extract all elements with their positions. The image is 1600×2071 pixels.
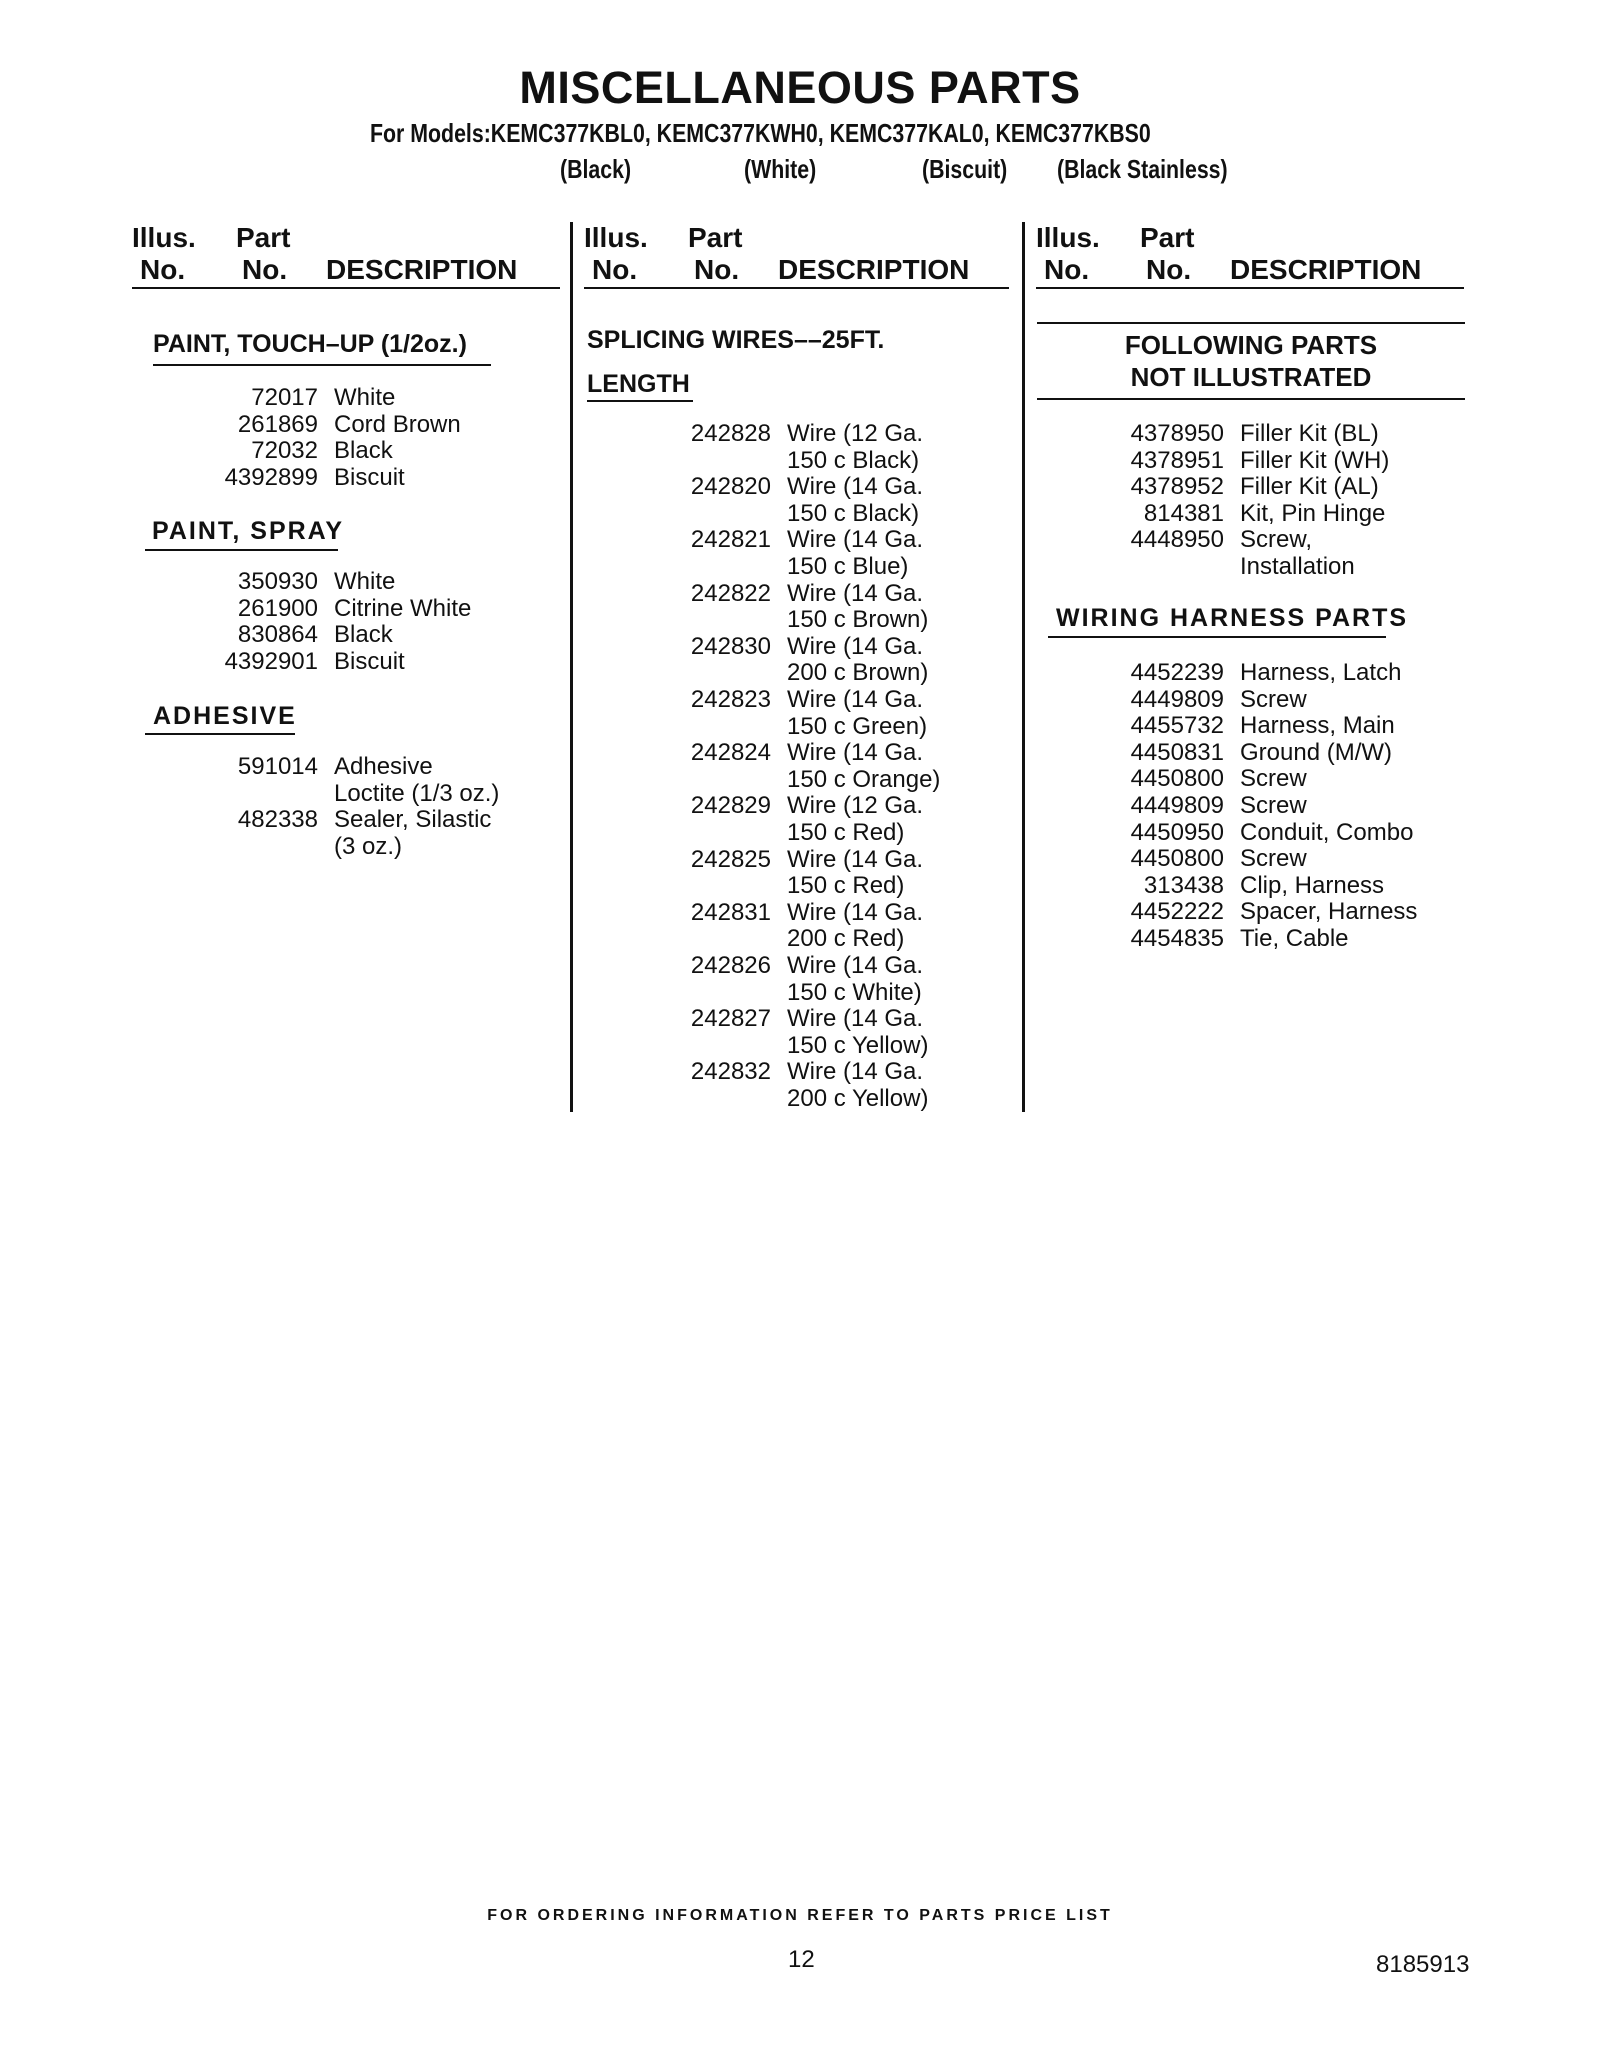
- header-illus: Illus.: [132, 222, 196, 253]
- part-description: 200 c Brown): [787, 659, 929, 687]
- part-number: 4378950: [1130, 420, 1224, 447]
- part-number: 4448950: [1130, 526, 1224, 554]
- list-item: [0, 712, 1600, 739]
- list-item: [0, 580, 1600, 607]
- list-item: [0, 553, 1600, 580]
- part-description: 150 c Brown): [787, 606, 929, 634]
- part-number: 242832: [690, 1058, 771, 1086]
- part-description: Black: [334, 621, 393, 649]
- part-description: Screw,: [1240, 526, 1313, 554]
- part-number: 4450800: [1130, 845, 1224, 873]
- part-number: 242824: [690, 739, 771, 767]
- part-description: Loctite (1/3 oz.): [334, 779, 500, 807]
- section-rule-bottom: [1037, 398, 1465, 400]
- section-heading-adhesive: ADHESIVE: [153, 702, 297, 730]
- color-black-stainless: (Black Stainless): [1057, 154, 1228, 184]
- part-description: 150 c Black): [787, 499, 920, 527]
- part-number: 4450800: [1130, 765, 1224, 793]
- header-part-no: No.: [242, 254, 288, 285]
- list-item: [0, 952, 1600, 979]
- part-description: Wire (14 Ga.: [787, 1058, 924, 1086]
- part-number: 242829: [690, 792, 771, 820]
- list-item: [0, 500, 1600, 527]
- list-item: [0, 739, 1600, 766]
- list-item: [0, 872, 1600, 899]
- part-description: Wire (14 Ga.: [787, 526, 924, 554]
- section-heading-not-illustrated: NOT ILLUSTRATED: [1130, 362, 1372, 392]
- header-illus-no: No.: [1044, 254, 1090, 285]
- part-description: 200 c Yellow): [787, 1085, 929, 1112]
- list-item: [0, 659, 1600, 686]
- part-description: 150 c Green): [787, 712, 928, 740]
- list-item: [0, 686, 1600, 713]
- header-part-no: No.: [694, 254, 740, 285]
- list-item: [0, 819, 1600, 846]
- part-description: Conduit, Combo: [1240, 818, 1414, 846]
- part-description: 150 c Blue): [787, 553, 909, 580]
- part-description: Filler Kit (AL): [1240, 473, 1379, 501]
- part-description: 200 c Red): [787, 925, 905, 953]
- models-line: For Models:KEMC377KBL0, KEMC377KWH0, KEMC377KAL0, KEMC377KBS0: [370, 118, 1151, 148]
- part-number: 242825: [690, 845, 771, 873]
- part-description: Wire (14 Ga.: [787, 686, 924, 713]
- list-item: [0, 1032, 1600, 1059]
- list-item: [0, 1005, 1600, 1032]
- list-item: [0, 1058, 1600, 1085]
- color-white: (White): [744, 154, 817, 184]
- part-number: 4449809: [1130, 792, 1224, 819]
- list-item: [0, 526, 1600, 553]
- part-number: 242820: [690, 473, 771, 501]
- part-description: White: [334, 568, 396, 595]
- part-number: 242831: [690, 898, 771, 926]
- header-part: Part: [1140, 222, 1195, 253]
- part-description: Filler Kit (WH): [1240, 446, 1390, 474]
- list-item: [0, 420, 1600, 447]
- header-part: Part: [688, 222, 743, 253]
- part-description: Wire (14 Ga.: [787, 845, 924, 873]
- part-number: 4392899: [224, 463, 318, 491]
- part-number: 591014: [237, 753, 318, 780]
- part-number: 4378951: [1130, 446, 1224, 474]
- part-description: Biscuit: [334, 647, 405, 675]
- part-description: 150 c Yellow): [787, 1031, 929, 1059]
- header-illus-no: No.: [592, 254, 638, 285]
- header-part-no: No.: [1146, 254, 1192, 285]
- part-description: Harness, Latch: [1240, 659, 1402, 686]
- part-description: Wire (14 Ga.: [787, 632, 924, 660]
- part-number: 242821: [690, 526, 771, 554]
- part-number: 261869: [237, 410, 318, 438]
- page-title: MISCELLANEOUS PARTS: [519, 62, 1081, 113]
- part-description: Screw: [1240, 765, 1307, 793]
- part-number: 4452239: [1130, 659, 1224, 686]
- part-description: Biscuit: [334, 463, 405, 491]
- part-description: Screw: [1240, 792, 1307, 819]
- header-rule: [132, 287, 560, 289]
- section-heading-wiring-harness: WIRING HARNESS PARTS: [1056, 604, 1409, 632]
- list-item: [0, 473, 1600, 500]
- part-description: 150 c Orange): [787, 765, 941, 793]
- list-item: [0, 1085, 1600, 1112]
- ordering-note: FOR ORDERING INFORMATION REFER TO PARTS PRICE LIST: [487, 1907, 1113, 1924]
- document-number: 8185913: [1376, 1951, 1470, 1978]
- section-heading-paint-touchup: PAINT, TOUCH–UP (1/2oz.): [153, 330, 467, 358]
- list-item: [0, 925, 1600, 952]
- section-underline: [1048, 636, 1386, 638]
- part-description: Harness, Main: [1240, 712, 1395, 740]
- part-number: 482338: [237, 806, 318, 834]
- part-number: 242828: [690, 420, 771, 447]
- header-rule: [584, 287, 1009, 289]
- part-number: 830864: [237, 621, 318, 649]
- part-number: 4454835: [1130, 925, 1224, 952]
- part-description: Wire (14 Ga.: [787, 898, 924, 926]
- header-illus: Illus.: [1036, 222, 1100, 253]
- part-number: 4392901: [224, 647, 318, 675]
- header-description: DESCRIPTION: [778, 254, 970, 285]
- part-description: Wire (12 Ga.: [787, 792, 924, 820]
- part-description: 150 c Red): [787, 872, 905, 900]
- part-number: 242830: [690, 632, 771, 660]
- part-description: Wire (14 Ga.: [787, 579, 924, 607]
- header-description: DESCRIPTION: [326, 254, 518, 285]
- part-number: 242826: [690, 952, 771, 979]
- part-description: Black: [334, 437, 393, 465]
- part-description: Adhesive: [334, 753, 433, 780]
- part-number: 72032: [251, 437, 318, 465]
- part-description: Wire (12 Ga.: [787, 420, 924, 447]
- part-description: Installation: [1240, 553, 1355, 580]
- part-description: Clip, Harness: [1240, 871, 1385, 899]
- part-description: 150 c Black): [787, 446, 920, 474]
- part-number: 4449809: [1130, 685, 1224, 713]
- part-description: Screw: [1240, 685, 1307, 713]
- part-number: 4455732: [1130, 712, 1224, 740]
- header-illus-no: No.: [140, 254, 186, 285]
- list-item: [0, 979, 1600, 1006]
- part-number: 4450950: [1130, 818, 1224, 846]
- part-description: (3 oz.): [334, 832, 403, 860]
- color-black: (Black): [560, 154, 632, 184]
- part-description: Cord Brown: [334, 410, 461, 438]
- part-number: 4450831: [1130, 738, 1224, 766]
- section-underline: [153, 364, 491, 366]
- part-number: 242827: [690, 1005, 771, 1033]
- part-description: Wire (14 Ga.: [787, 952, 924, 979]
- part-description: Citrine White: [334, 594, 472, 622]
- part-description: Filler Kit (BL): [1240, 420, 1379, 447]
- part-description: Ground (M/W): [1240, 738, 1393, 766]
- section-underline: [587, 400, 693, 402]
- part-description: Screw: [1240, 845, 1307, 873]
- section-heading-paint-spray: PAINT, SPRAY: [152, 517, 345, 545]
- part-number: 350930: [237, 568, 318, 595]
- list-item: [0, 447, 1600, 474]
- header-description: DESCRIPTION: [1230, 254, 1422, 285]
- part-number: 242822: [690, 579, 771, 607]
- part-description: Wire (14 Ga.: [787, 739, 924, 767]
- part-number: 4452222: [1130, 898, 1224, 926]
- part-number: 261900: [237, 594, 318, 622]
- section-heading-splicing: SPLICING WIRES––25FT.: [587, 326, 885, 354]
- part-description: 150 c White): [787, 978, 922, 1006]
- part-description: Kit, Pin Hinge: [1240, 499, 1386, 527]
- part-number: 4378952: [1130, 473, 1224, 501]
- part-description: Wire (14 Ga.: [787, 1005, 924, 1033]
- part-description: Tie, Cable: [1240, 925, 1349, 952]
- color-biscuit: (Biscuit): [922, 154, 1008, 184]
- part-number: 313438: [1143, 871, 1224, 899]
- section-heading-following-parts: FOLLOWING PARTS: [1124, 330, 1378, 360]
- part-description: Spacer, Harness: [1240, 898, 1418, 926]
- list-item: [0, 845, 1600, 872]
- list-item: [0, 792, 1600, 819]
- part-number: 814381: [1143, 499, 1224, 527]
- page-number: 12: [788, 1946, 815, 1973]
- part-description: Wire (14 Ga.: [787, 473, 924, 501]
- section-rule-top: [1037, 322, 1465, 324]
- part-description: Sealer, Silastic: [334, 806, 492, 834]
- list-item: [0, 898, 1600, 925]
- part-description: White: [334, 384, 396, 411]
- part-number: 72017: [251, 384, 318, 411]
- list-item: [0, 765, 1600, 792]
- section-heading-length: LENGTH: [587, 370, 690, 398]
- header-part: Part: [236, 222, 291, 253]
- part-description: 150 c Red): [787, 819, 905, 846]
- part-number: 242823: [690, 686, 771, 713]
- header-rule: [1036, 287, 1464, 289]
- header-illus: Illus.: [584, 222, 648, 253]
